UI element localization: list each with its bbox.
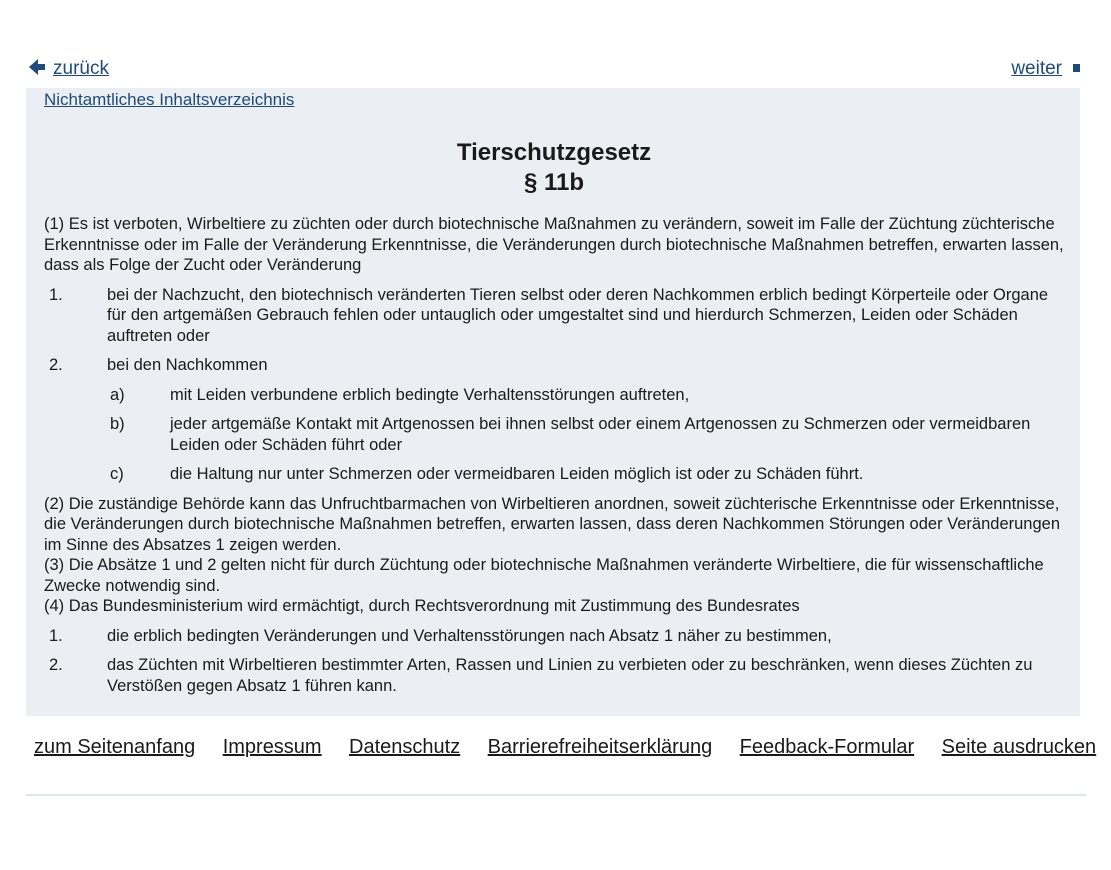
list-item-text: das Züchten mit Wirbeltieren bestimmter Arten, Rassen und Linien zu verbieten oder zu beschränken, wenn dieses Züchten zu Verstößen gegen Absatz 1 führen kann. <box>107 656 1033 695</box>
list-item-number: 1. <box>49 285 63 304</box>
forward-link[interactable]: weiter <box>1011 58 1062 79</box>
sub-item-text: mit Leiden verbundene erblich bedingte Verhaltensstörungen auftreten, <box>170 385 690 404</box>
list-item-number: 1. <box>49 626 63 645</box>
list-item-text: bei der Nachzucht, den biotechnisch veränderten Tieren selbst oder deren Nachkommen erblich bedingt Körperteile oder Organe für den artgemäßen Gebrauch fehlen oder untauglich oder umgestaltet sind und hierdurch Schmerzen, Leiden oder Schäden auftreten oder <box>107 285 1049 345</box>
toc-link[interactable]: Nichtamtliches Inhaltsverzeichnis <box>44 90 295 109</box>
list-item-text: bei den Nachkommen <box>107 356 268 374</box>
sub-item-letter: b) <box>110 415 125 433</box>
footer-link-feedback[interactable]: Feedback-Formular <box>739 736 915 758</box>
arrow-right-icon[interactable] <box>1070 59 1080 79</box>
back-link[interactable]: zurück <box>53 58 109 79</box>
list-item-content <box>107 355 1064 485</box>
sub-list-item <box>107 464 1064 485</box>
section-number: § 11b <box>523 169 585 196</box>
law-title: Tierschutzgesetz <box>456 139 652 166</box>
back-nav[interactable] <box>27 58 109 80</box>
footer-link-impressum[interactable]: Impressum <box>222 736 322 758</box>
top-navigation <box>0 58 1080 88</box>
sub-item-text: jeder artgemäße Kontakt mit Artgenossen bei ihnen selbst oder einem Artgenossen zu Schmerzen oder vermeidbaren Leiden oder Schäden führt oder <box>170 415 1031 454</box>
list-item-number: 2. <box>49 656 63 674</box>
footer-navigation <box>26 736 1097 796</box>
forward-nav[interactable] <box>1011 58 1080 80</box>
footer-link-print[interactable]: Seite ausdrucken <box>941 736 1097 758</box>
footer-link-datenschutz[interactable]: Datenschutz <box>349 736 461 758</box>
content-panel <box>26 88 1080 716</box>
paragraph-4-intro: (4) Das Bundesministerium wird ermächtigt, durch Rechtsverordnung mit Zustimmung des Bundesrates <box>44 597 800 615</box>
paragraph-3: (3) Die Absätze 1 und 2 gelten nicht für durch Züchtung oder biotechnische Maßnahmen veränderte Wirbeltiere, die für wissenschaftliche Zwecke notwendig sind. <box>44 556 1044 595</box>
sub-list-item <box>107 414 1064 455</box>
list-item <box>44 655 1064 696</box>
paragraph-1-list <box>44 285 1064 485</box>
footer-link-barrierefreiheit[interactable]: Barrierefreiheitserklärung <box>487 736 713 758</box>
sub-item-text: die Haltung nur unter Schmerzen oder vermeidbaren Leiden möglich ist oder zu Schäden führt. <box>170 465 864 483</box>
list-item-text: die erblich bedingten Veränderungen und Verhaltensstörungen nach Absatz 1 näher zu bestimmen, <box>107 626 832 645</box>
list-item-number: 2. <box>49 356 63 374</box>
sub-item-letter: c) <box>110 465 124 483</box>
list-item <box>44 626 1064 647</box>
paragraph-2: (2) Die zuständige Behörde kann das Unfruchtbarmachen von Wirbeltieren anordnen, soweit züchterische Erkenntnisse oder Erkenntnisse, die Veränderungen durch biotechnische Maßnahmen betreffen, erwarten lassen, dass deren Nachkommen Störungen oder Veränderungen im Sinne des Absatzes 1 zeigen werden. <box>44 494 1061 554</box>
arrow-left-icon[interactable] <box>27 59 47 79</box>
sub-list-item <box>107 385 1064 406</box>
paragraph-4-list <box>44 626 1064 697</box>
law-text <box>44 214 1064 696</box>
sub-item-letter: a) <box>110 385 125 404</box>
list-item <box>44 285 1064 347</box>
list-item <box>44 355 1064 485</box>
paragraph-1-intro: (1) Es ist verboten, Wirbeltiere zu züchten oder durch biotechnische Maßnahmen zu verändern, soweit im Falle der Züchtung züchterische Erkenntnisse oder im Falle der Veränderung Erkenntnisse, die Veränderungen durch biotechnische Maßnahmen betreffen, erwarten lassen, dass als Folge der Zucht oder Veränderung <box>44 215 1064 274</box>
footer-link-top[interactable]: zum Seitenanfang <box>34 736 196 758</box>
